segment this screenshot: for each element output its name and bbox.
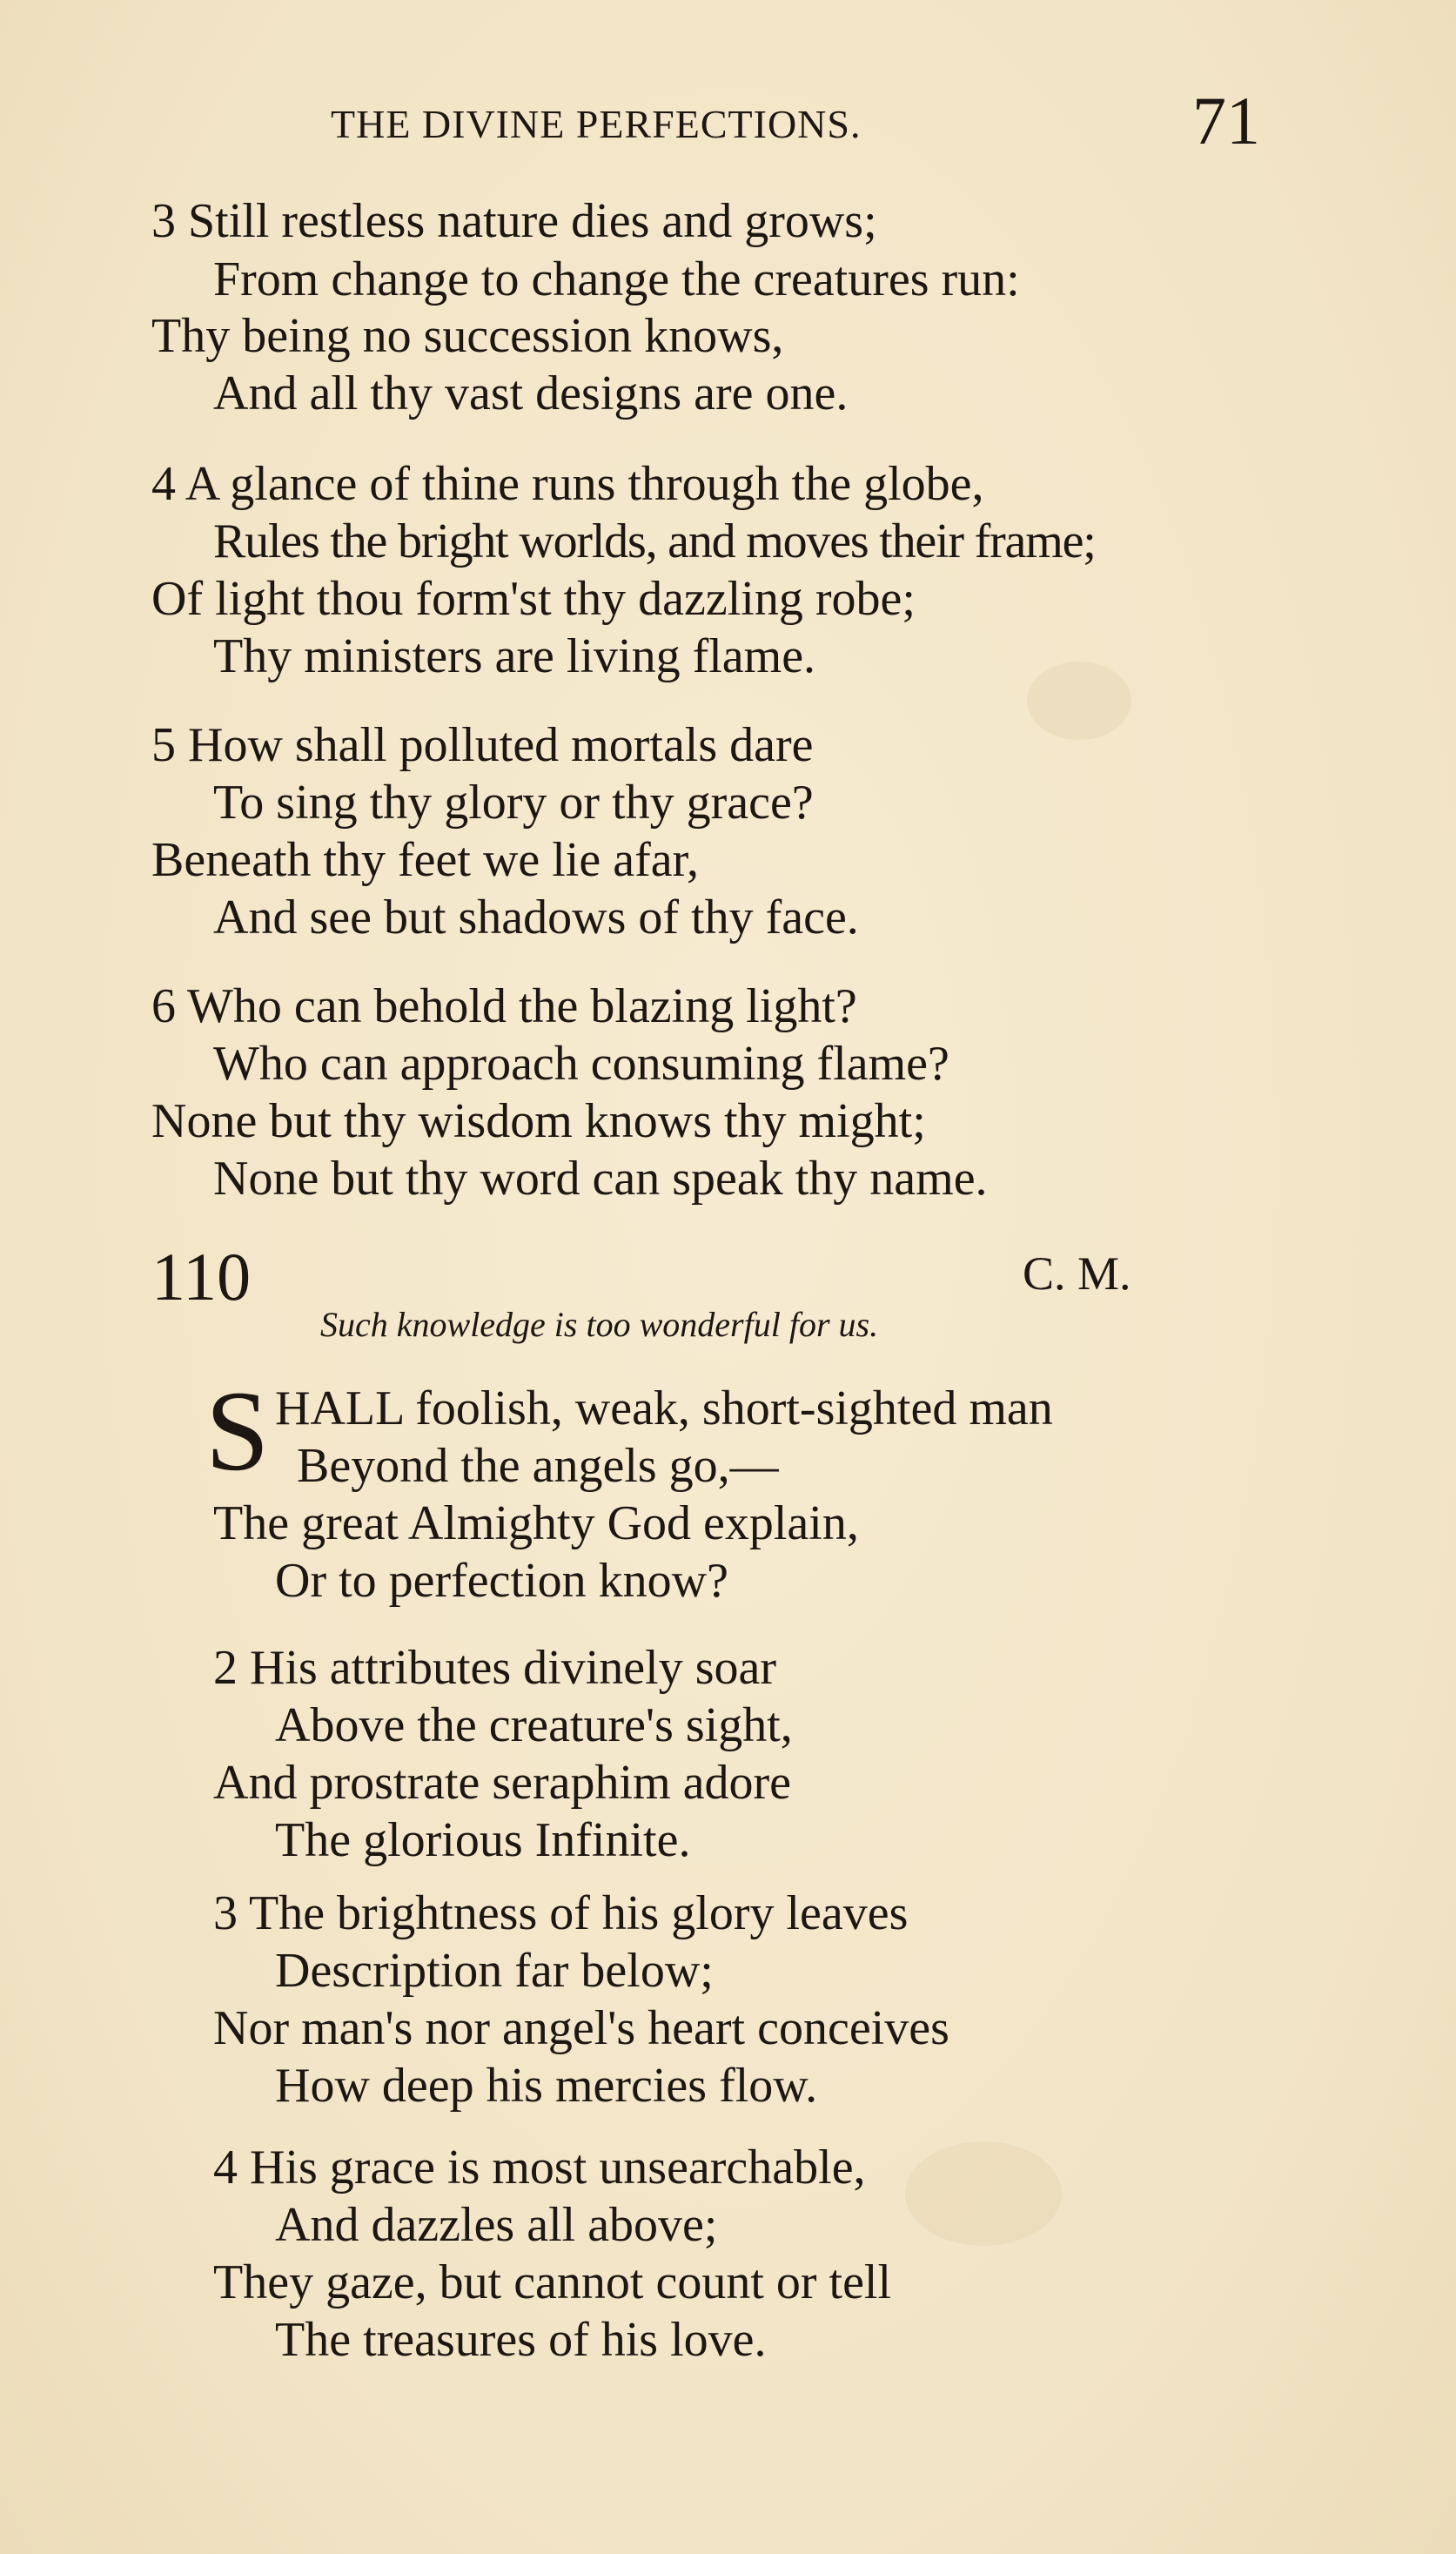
verse-line: 4 His grace is most unsearchable, (213, 2141, 866, 2194)
verse-line: Nor man's nor angel's heart conceives (213, 2001, 949, 2055)
verse-line: Or to perfection know? (275, 1554, 728, 1608)
verse-line: And dazzles all above; (275, 2198, 718, 2252)
verse-line: 4 A glance of thine runs through the globe, (151, 457, 984, 511)
paper-stain (905, 2141, 1062, 2246)
verse-line: None but thy wisdom knows thy might; (151, 1094, 926, 1148)
verse-line: How deep his mercies flow. (275, 2059, 818, 2113)
verse-line: From change to change the creatures run: (213, 252, 1020, 306)
verse-line: Who can approach consuming flame? (213, 1037, 949, 1091)
verse-line: Beneath thy feet we lie afar, (151, 833, 699, 887)
verse-line: Thy ministers are living flame. (213, 629, 816, 683)
verse-line: The great Almighty God explain, (213, 1496, 859, 1550)
page-number: 71 (1192, 83, 1260, 158)
hymn-meter: C. M. (1023, 1247, 1131, 1300)
verse-line: 6 Who can behold the blazing light? (151, 979, 857, 1033)
verse-line: 2 His attributes divinely soar (213, 1641, 777, 1695)
verse-line: And see but shadows of thy face. (213, 891, 859, 944)
verse-line: The glorious Infinite. (275, 1813, 691, 1867)
verse-line: Of light thou form'st thy dazzling robe; (151, 572, 916, 626)
verse-line: And prostrate seraphim adore (213, 1756, 791, 1810)
verse-line: And all thy vast designs are one. (213, 366, 849, 420)
verse-line: None but thy word can speak thy name. (213, 1152, 988, 1206)
verse-line: Description far below; (275, 1944, 714, 1998)
verse-line: To sing thy glory or thy grace? (213, 776, 814, 830)
verse-line: Beyond the angels go,— (297, 1439, 779, 1493)
verse-line: 3 Still restless nature dies and grows; (151, 194, 877, 248)
verse-line: Rules the bright worlds, and moves their frame; (213, 514, 1096, 568)
verse-line: Thy being no succession knows, (151, 309, 784, 363)
verse-line: The treasures of his love. (275, 2313, 767, 2367)
running-title: THE DIVINE PERFECTIONS. (331, 102, 862, 146)
verse-line: HALL foolish, weak, short-sighted man (275, 1381, 1053, 1435)
verse-line: Above the creature's sight, (275, 1698, 793, 1752)
verse-line: 5 How shall polluted mortals dare (151, 718, 814, 772)
drop-cap: S (205, 1367, 270, 1495)
verse-line: They gaze, but cannot count or tell (213, 2255, 892, 2309)
verse-line: 3 The brightness of his glory leaves (213, 1886, 909, 1940)
hymn-number: 110 (151, 1239, 252, 1314)
paper-stain (1027, 662, 1131, 740)
hymn-subtitle: Such knowledge is too wonderful for us. (320, 1305, 879, 1344)
